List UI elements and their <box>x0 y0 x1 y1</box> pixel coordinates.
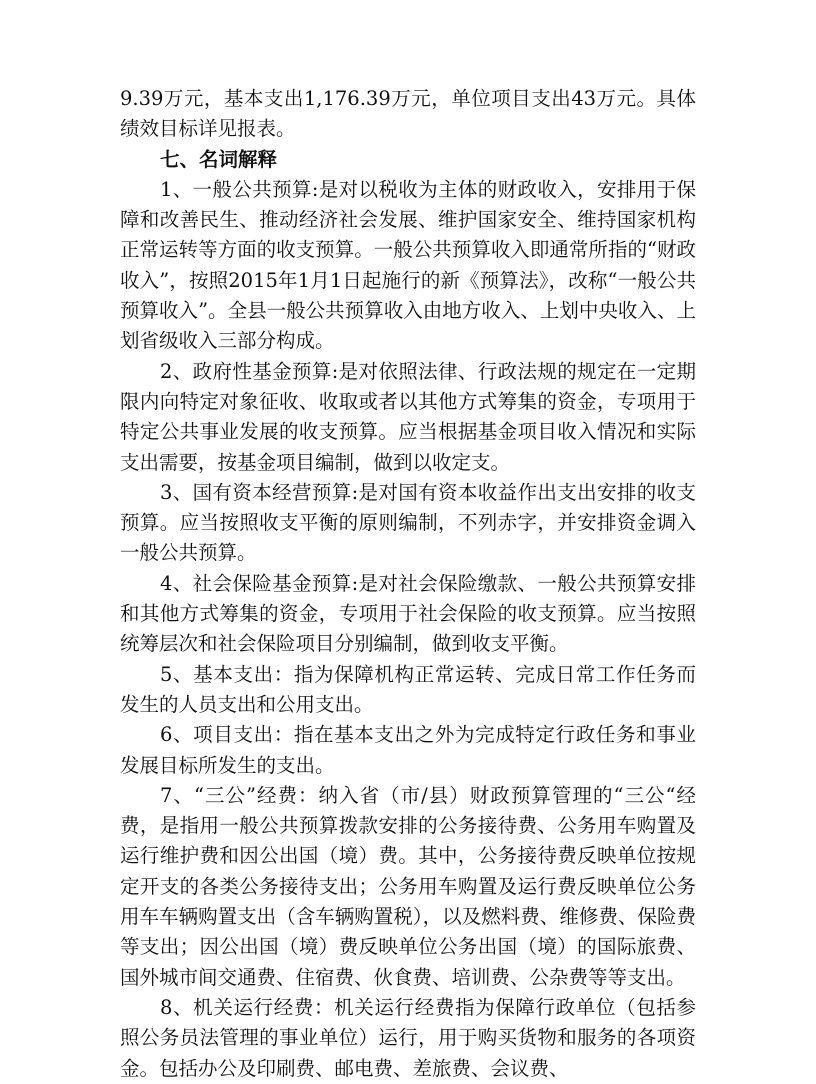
section-heading: 七、名词解释 <box>160 147 278 171</box>
document-page <box>120 84 696 1084</box>
definition-social-insurance-budget: 4、社会保险基金预算:是对社会保险缴款、一般公共预算安排和其他方式筹集的资金，专项用于社会保险的收支预算。应当按照统筹层次和社会保险项目分别编制，做到收支平衡。 <box>120 571 696 656</box>
definition-operating-expenses: 8、机关运行经费：机关运行经费指为保障行政单位（包括参照公务员法管理的事业单位）运行，用于购买货物和服务的各项资金。包括办公及印刷费、邮电费、差旅费、会议费、 <box>120 995 696 1080</box>
definition-project-expenditure: 6、项目支出：指在基本支出之外为完成特定行政任务和事业发展目标所发生的支出。 <box>120 723 696 777</box>
intro-paragraph: 9.39万元，基本支出1,176.39万元，单位项目支出43万元。具体绩效目标详见报表。 <box>120 87 696 141</box>
definition-three-public-expenses: 7、“三公”经费：纳入省（市/县）财政预算管理的“三公“经费，是指用一般公共预算拨款安排的公务接待费、公务用车购置及运行维护费和因公出国（境）费。其中，公务接待费反映单位按规定开支的各类公务接待支出；公务用车购置及运行费反映单位公务用车车辆购置支出（含车辆购置税），以及燃料费、维修费、保险费等支出；因公出国（境）费反映单位公务出国（境）的国际旅费、国外城市间交通费、住宿费、伙食费、培训费、公杂费等等支出。 <box>120 783 696 989</box>
definition-government-fund-budget: 2、政府性基金预算:是对依照法律、行政法规的规定在一定期限内向特定对象征收、收取或者以其他方式筹集的资金，专项用于特定公共事业发展的收支预算。应当根据基金项目收入情况和实际支出需要，按基金项目编制，做到以收定支。 <box>120 359 696 474</box>
definition-state-capital-budget: 3、国有资本经营预算:是对国有资本收益作出支出安排的收支预算。应当按照收支平衡的原则编制，不列赤字，并安排资金调入一般公共预算。 <box>120 480 696 565</box>
definition-general-public-budget: 1、一般公共预算:是对以税收为主体的财政收入，安排用于保障和改善民生、推动经济社会发展、维护国家安全、维持国家机构正常运转等方面的收支预算。一般公共预算收入即通常所指的“财政收入”，按照2015年1月1日起施行的新《预算法》，改称“一般公共预算收入”。全县一般公共预算收入由地方收入、上划中央收入、上划省级收入三部分构成。 <box>120 177 696 353</box>
definition-basic-expenditure: 5、基本支出：指为保障机构正常运转、完成日常工作任务而发生的人员支出和公用支出。 <box>120 662 696 716</box>
